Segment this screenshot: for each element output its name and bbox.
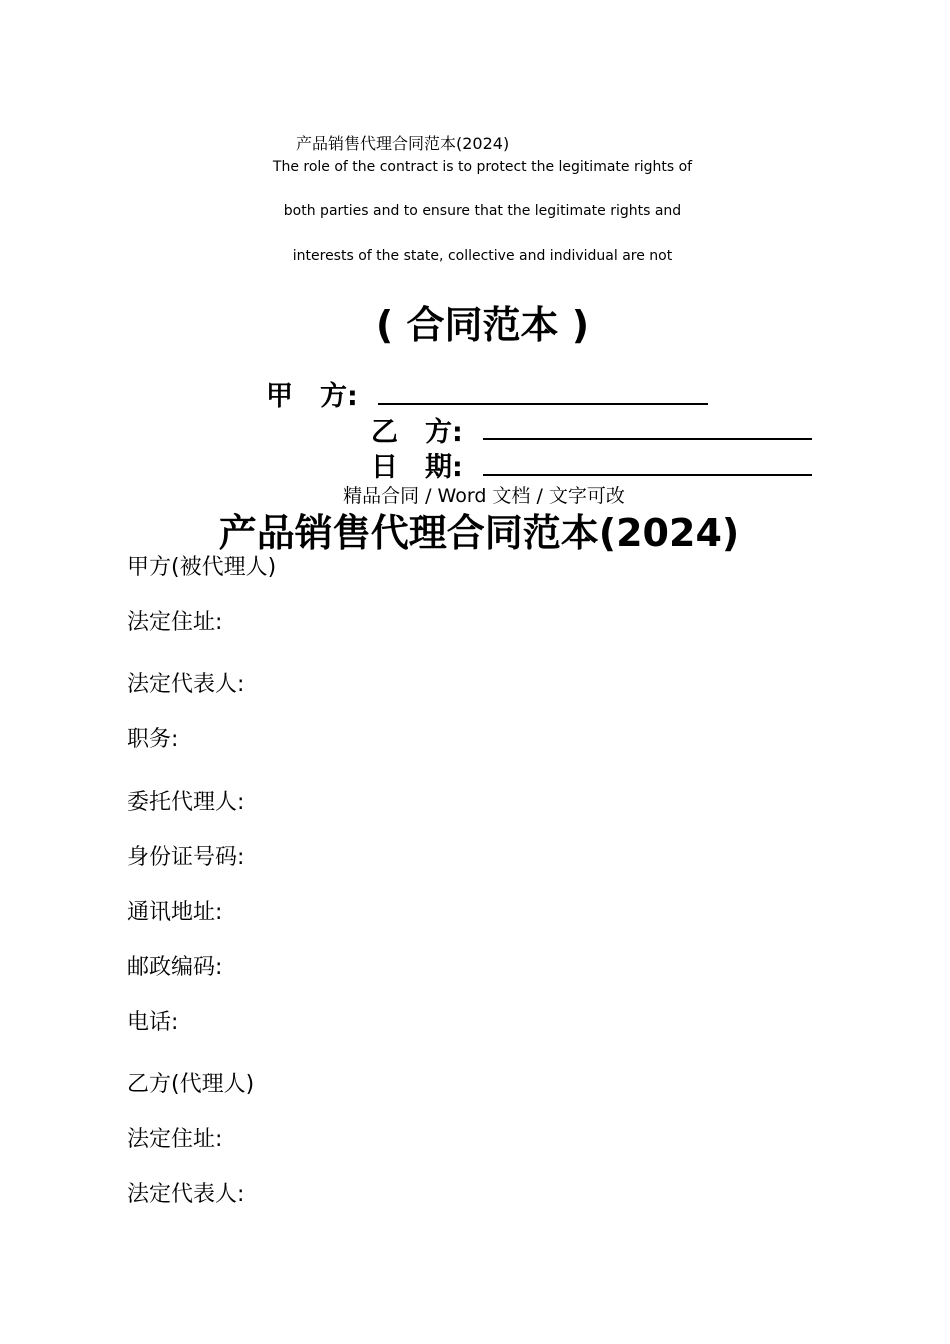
- party-b-fill-line: [483, 438, 812, 440]
- field-legal-rep-a: 法定代表人:: [127, 672, 245, 697]
- field-postal-code: 邮政编码:: [127, 955, 223, 980]
- field-position: 职务:: [127, 727, 179, 752]
- field-phone: 电话:: [127, 1010, 179, 1035]
- field-mailing-address: 通讯地址:: [127, 900, 223, 925]
- date-fill-line: [483, 474, 812, 476]
- field-id-number: 身份证号码:: [127, 845, 245, 870]
- date-label: 日 期:: [371, 452, 463, 483]
- cover-footer-note: 精品合同 / Word 文档 / 文字可改: [343, 485, 625, 507]
- cover-small-title: 产品销售代理合同范本(2024): [296, 134, 510, 153]
- field-agent: 委托代理人:: [127, 790, 245, 815]
- field-legal-address-b: 法定住址:: [127, 1127, 223, 1152]
- field-party-b: 乙方(代理人): [127, 1072, 255, 1097]
- party-a-label: 甲 方:: [266, 381, 358, 412]
- document-title: 产品销售代理合同范本(2024): [218, 511, 740, 555]
- field-legal-address-a: 法定住址:: [127, 610, 223, 635]
- party-a-fill-line: [378, 403, 708, 405]
- tagline-line-1: The role of the contract is to protect the legitimate rights of: [272, 159, 693, 175]
- contract-template-heading: ( 合同范本 ): [375, 303, 590, 347]
- tagline-line-3: interests of the state, collective and individual are not: [292, 248, 673, 264]
- field-legal-rep-b: 法定代表人:: [127, 1182, 245, 1207]
- party-b-label: 乙 方:: [371, 417, 463, 448]
- field-party-a: 甲方(被代理人): [127, 555, 277, 580]
- tagline-line-2: both parties and to ensure that the legitimate rights and: [283, 203, 682, 219]
